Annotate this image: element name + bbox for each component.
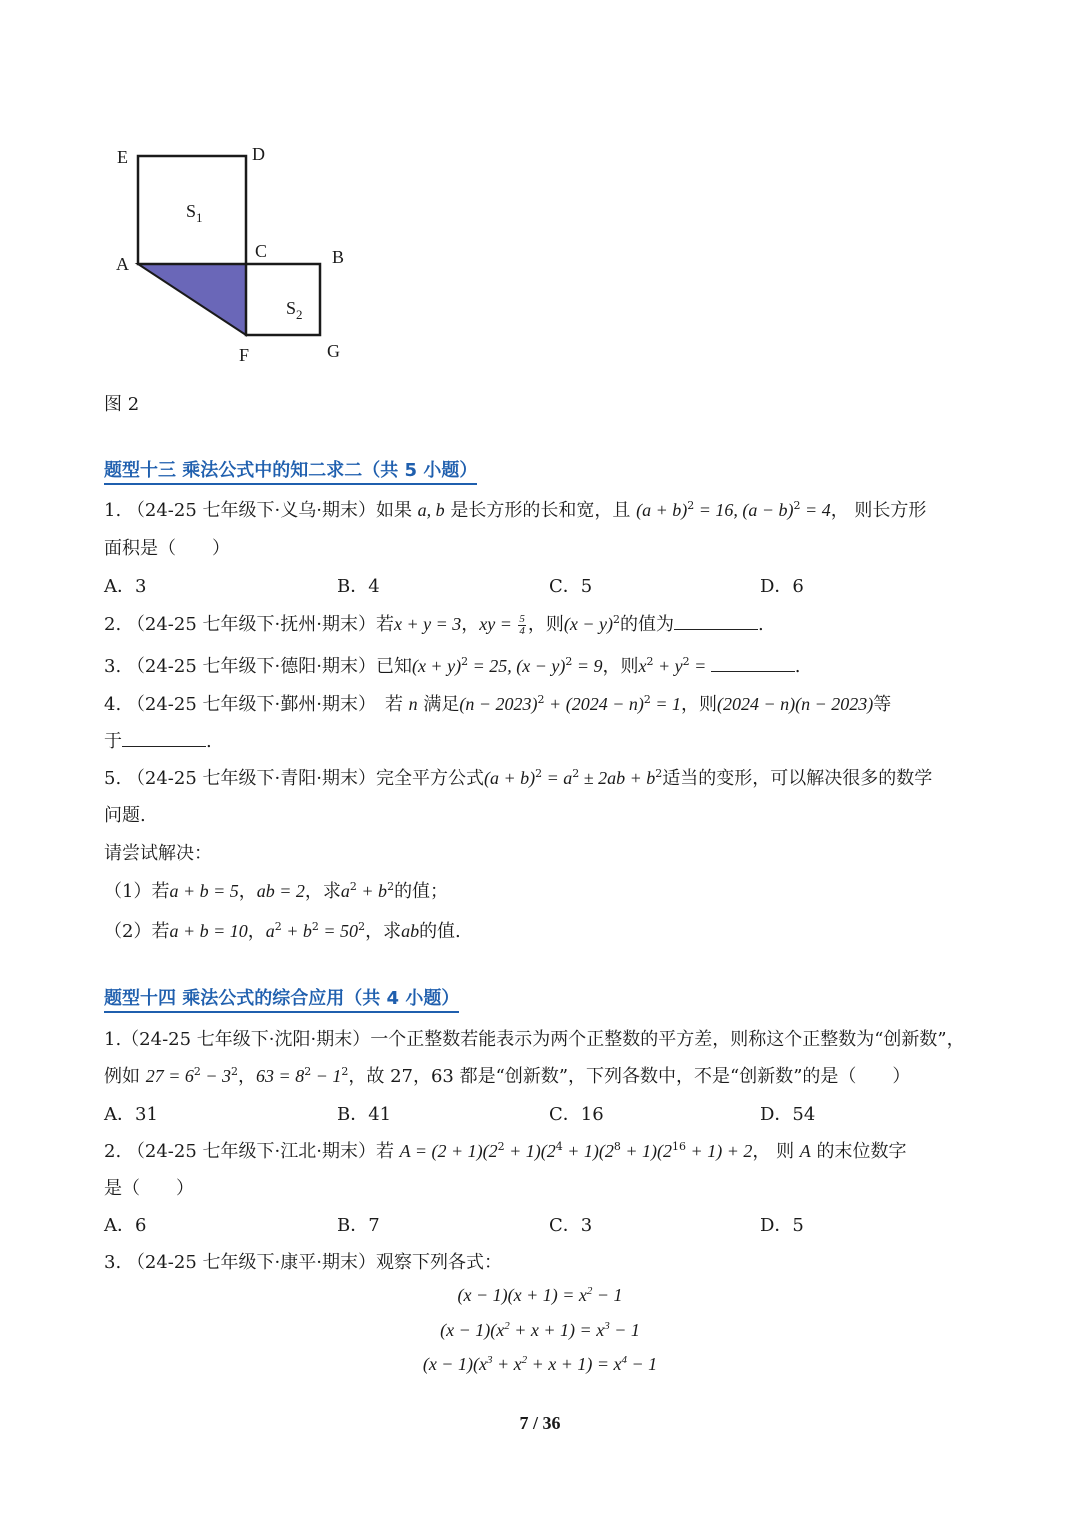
- s13-q1-option-d[interactable]: D．6: [760, 576, 804, 597]
- s13-q5-part1: （1）若a + b = 5，ab = 2，求$a^2 + b^2$的值；: [104, 880, 449, 902]
- section14-heading: 题型十四 乘法公式的综合应用（共 4 小题）: [104, 988, 459, 1013]
- s14-q1-option-c[interactable]: C．16: [549, 1104, 604, 1125]
- s14-q2-line2: 是（ ）: [104, 1178, 194, 1199]
- shaded-triangle: [138, 264, 246, 335]
- s14-q2-option-d[interactable]: D．5: [760, 1215, 804, 1236]
- s14-q3-equation-3: $(x - 1)(x^3 + x^2 + x + 1) = x^4 - 1$: [422, 1354, 658, 1374]
- s13-q4-line1: 4. （24-25 七年级下·鄞州·期末） 若 n 满足$(n - 2023)^2 + (2024 - n)^2 = 1$，则(2024 − n)(n − 2023)等: [104, 693, 892, 715]
- s13-q3: 3. （24-25 七年级下·德阳·期末）已知$(x + y)^2 = 25$, $(x - y)^2 = 9$，则$x^2 + y^2$ = .: [104, 655, 801, 677]
- s13-q5-line3: 请尝试解决：: [104, 843, 212, 864]
- s13-q5-line1: 5. （24-25 七年级下·青阳·期末）完全平方公式$(a + b)^2 = a^2 \pm 2ab + b^2$适当的变形，可以解决很多的数学: [104, 767, 933, 789]
- s13-q1-option-b[interactable]: B．4: [337, 576, 380, 597]
- s14-q1-line2: 例如 $27 = 6^2 - 3^2$，$63 = 8^2 - 1^2$，故 27，63 都是“创新数”，下列各数中，不是“创新数”的是（ ）: [104, 1065, 911, 1087]
- s14-q3-equation-2: $(x - 1)(x^2 + x + 1) = x^3 - 1$: [440, 1320, 640, 1340]
- s14-q3-intro: 3. （24-25 七年级下·康平·期末）观察下列各式：: [104, 1252, 502, 1273]
- answer-blank[interactable]: [711, 655, 795, 672]
- label-b: B: [332, 247, 345, 267]
- s14-q2-option-a[interactable]: A．6: [104, 1215, 147, 1236]
- s14-q1-option-b[interactable]: B．41: [337, 1104, 392, 1125]
- s14-q1-option-d[interactable]: D．54: [760, 1104, 816, 1125]
- s14-q2-option-b[interactable]: B．7: [337, 1215, 380, 1236]
- s13-q1-option-c[interactable]: C．5: [549, 576, 593, 597]
- s13-q4-line2: 于 .: [104, 731, 212, 752]
- fraction-5-4: $\frac{5}{4}$: [519, 612, 525, 637]
- s13-q1-line2: 面积是（ ）: [104, 538, 230, 559]
- s13-q2: 2. （24-25 七年级下·抚州·期末）若x + y = 3，xy = $\frac{5}{4}$ ，则$(x - y)^2$的值为 .: [104, 612, 764, 637]
- label-a: A: [116, 254, 129, 274]
- s14-q2-line1: 2. （24-25 七年级下·江北·期末）若 $A = (2 + 1)(2^2 + 1)(2^4 + 1)(2^8 + 1)(2^{16} + 1) + 2$， 则 A 的末位数字: [104, 1140, 907, 1162]
- label-e: E: [117, 147, 128, 167]
- figure-caption: 图 2: [104, 394, 140, 415]
- page-number: 7 / 36: [519, 1413, 561, 1433]
- s14-q1-line1: 1.（24-25 七年级下·沈阳·期末）一个正整数若能表示为两个正整数的平方差，则称这个正整数为“创新数”，: [104, 1029, 965, 1050]
- s13-q1-line1: 1. （24-25 七年级下·义乌·期末）如果 a, b 是长方形的长和宽，且 $(a + b)^2 = 16$, $(a - b)^2 = 4$， 则长方形: [104, 499, 927, 521]
- label-s1: $S_1$: [186, 201, 203, 225]
- s13-q1-option-a[interactable]: A．3: [104, 576, 147, 597]
- label-c: C: [255, 241, 268, 261]
- section13-heading: 题型十三 乘法公式中的知二求二（共 5 小题）: [104, 460, 477, 485]
- s14-q3-equation-1: $(x - 1)(x + 1) = x^2 - 1$: [457, 1285, 623, 1305]
- square-s2: [246, 264, 320, 335]
- answer-blank[interactable]: [674, 613, 758, 630]
- geometry-figure: [100, 135, 360, 375]
- s13-q5-line2: 问题.: [104, 805, 146, 826]
- label-s2: $S_2$: [286, 298, 303, 322]
- s14-q2-option-c[interactable]: C．3: [549, 1215, 593, 1236]
- s14-q1-option-a[interactable]: A．31: [104, 1104, 158, 1125]
- s13-q5-part2: （2）若a + b = 10，$a^2 + b^2 = 50^2$，求ab的值.: [104, 920, 461, 942]
- label-g: G: [327, 341, 340, 361]
- label-f: F: [239, 345, 250, 365]
- label-d: D: [252, 144, 265, 164]
- answer-blank[interactable]: [122, 730, 206, 747]
